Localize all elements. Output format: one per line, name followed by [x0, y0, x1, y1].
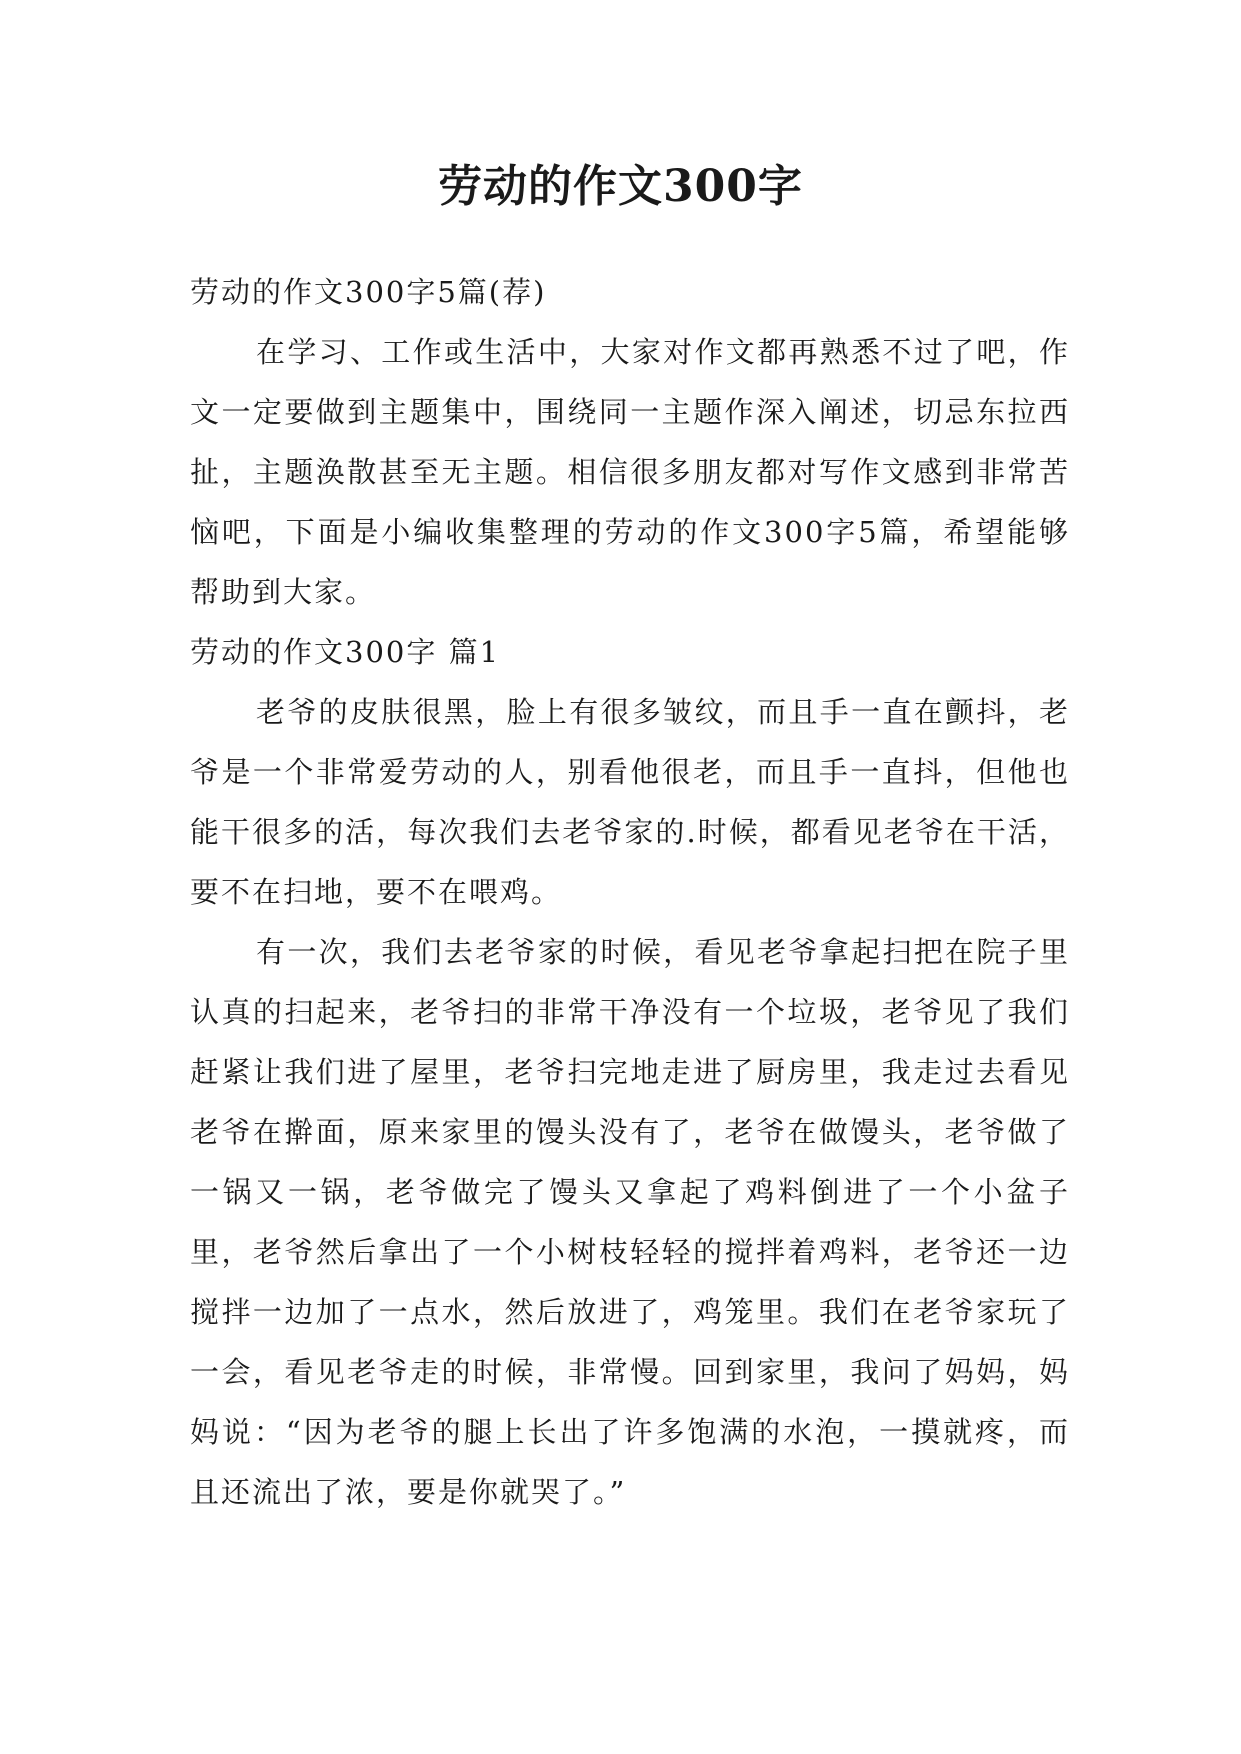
document-body — [190, 262, 1070, 1522]
document-title: 劳动的作文300字 — [438, 161, 803, 212]
body-paragraph: 老爷的皮肤很黑，脸上有很多皱纹，而且手一直在颤抖，老爷是一个非常爱劳动的人，别看他很老，而且手一直抖，但他也能干很多的活，每次我们去老爷家的.时候，都看见老爷在干活，要不在扫地，要不在喂鸡。 — [190, 695, 1070, 909]
document-subtitle: 劳动的作文300字5篇(荐) — [190, 275, 547, 309]
body-paragraph: 有一次，我们去老爷家的时候，看见老爷拿起扫把在院子里认真的扫起来，老爷扫的非常干净没有一个垃圾，老爷见了我们赶紧让我们进了屋里，老爷扫完地走进了厨房里，我走过去看见老爷在擀面，原来家里的馒头没有了，老爷在做馒头，老爷做了一锅又一锅，老爷做完了馒头又拿起了鸡料倒进了一个小盆子里，老爷然后拿出了一个小树枝轻轻的搅拌着鸡料，老爷还一边搅拌一边加了一点水，然后放进了，鸡笼里。我们在老爷家玩了一会，看见老爷走的时候，非常慢。回到家里，我问了妈妈，妈妈说：“因为老爷的腿上长出了许多饱满的水泡，一摸就疼，而且还流出了浓，要是你就哭了。” — [190, 935, 1070, 1509]
intro-paragraph: 在学习、工作或生活中，大家对作文都再熟悉不过了吧，作文一定要做到主题集中，围绕同一主题作深入阐述，切忌东拉西扯，主题涣散甚至无主题。相信很多朋友都对写作文感到非常苦恼吧，下面是小编收集整理的劳动的作文300字5篇，希望能够帮助到大家。 — [190, 335, 1070, 609]
section-heading: 劳动的作文300字 篇1 — [190, 635, 501, 669]
